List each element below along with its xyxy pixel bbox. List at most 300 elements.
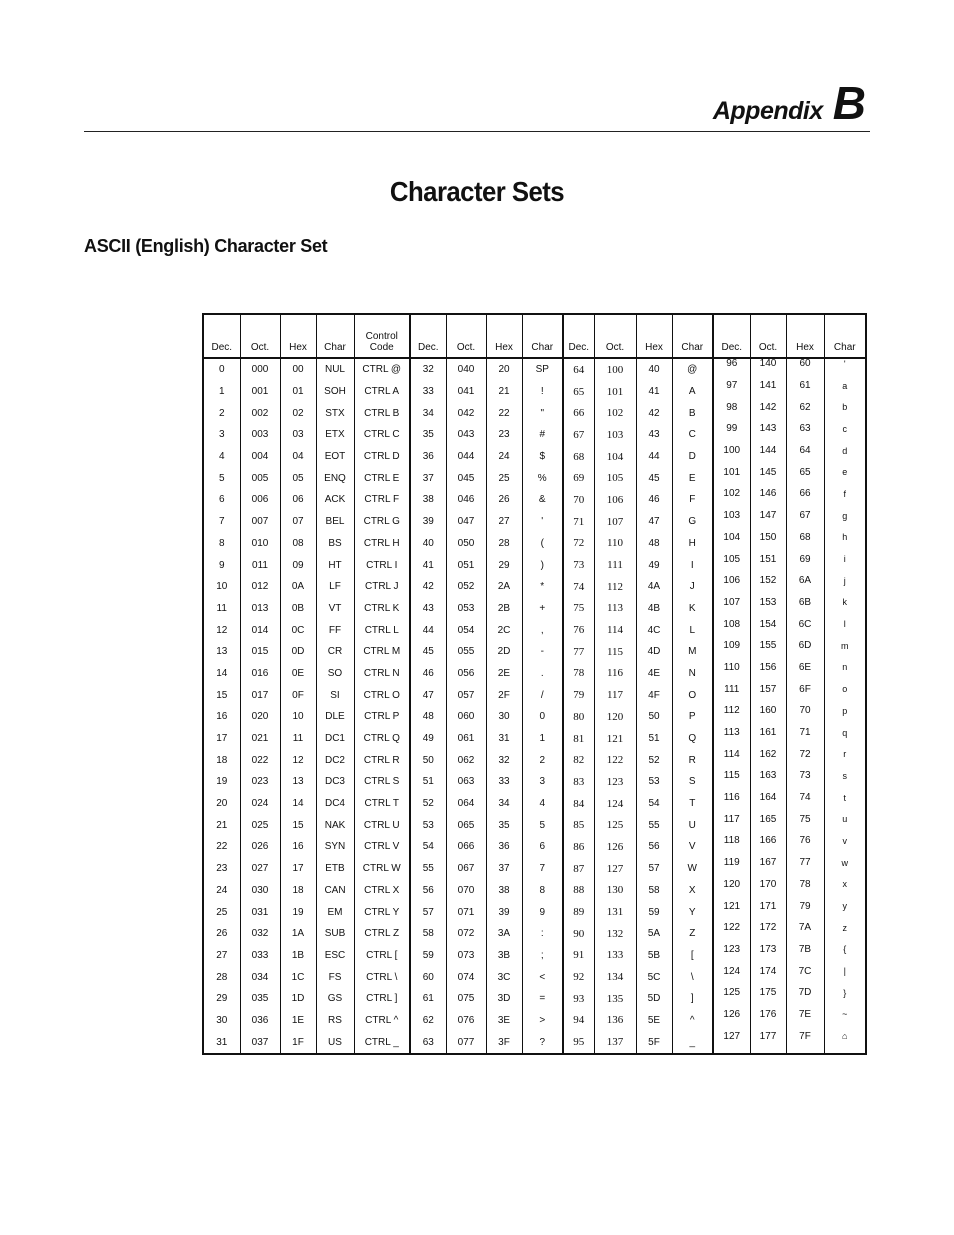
cell-oct: 177 xyxy=(750,1025,786,1048)
cell-oct: 012 xyxy=(240,576,280,598)
cell-oct: 074 xyxy=(446,966,486,988)
cell-oct: 126 xyxy=(594,836,636,858)
cell-hex: 07 xyxy=(280,511,316,533)
cell-control-code: CTRL K xyxy=(354,598,410,620)
header-char: Char xyxy=(522,314,563,358)
cell-oct: 136 xyxy=(594,1010,636,1032)
cell-char: t xyxy=(824,787,866,809)
cell-hex: 40 xyxy=(636,358,672,381)
cell-control-code: CTRL W xyxy=(354,858,410,880)
cell-dec: 5 xyxy=(218,472,225,484)
cell-oct: 111 xyxy=(594,554,636,576)
cell-char: BEL xyxy=(316,511,354,533)
cell-oct: 045 xyxy=(446,467,486,489)
cell-char: I xyxy=(672,554,713,576)
cell-char: CR xyxy=(316,641,354,663)
cell-char: O xyxy=(672,684,713,706)
cell-oct: 037 xyxy=(240,1031,280,1054)
cell-dec: 66 xyxy=(563,402,594,424)
cell-hex: 50 xyxy=(636,706,672,728)
cell-char: ESC xyxy=(316,945,354,967)
cell-char: ( xyxy=(522,533,563,555)
cell-char: ! xyxy=(522,381,563,403)
cell-char: g xyxy=(824,505,866,527)
cell-dec: 94 xyxy=(563,1010,594,1032)
cell-dec: 95 xyxy=(563,1031,594,1054)
cell-dec: 22 xyxy=(216,841,228,853)
header-dec: Dec. xyxy=(203,314,240,358)
header-hex: Hex xyxy=(636,314,672,358)
cell-dec: 4 xyxy=(218,451,225,463)
cell-dec: 87 xyxy=(563,858,594,880)
cell-dec: 53 xyxy=(410,814,446,836)
cell-oct: 112 xyxy=(594,576,636,598)
cell-hex: 7E xyxy=(786,1004,824,1026)
cell-hex: 10 xyxy=(280,706,316,728)
cell-char: l xyxy=(824,613,866,635)
cell-hex: 15 xyxy=(280,814,316,836)
cell-hex: 37 xyxy=(486,858,522,880)
cell-hex: 12 xyxy=(280,749,316,771)
cell-dec: 29 xyxy=(216,993,228,1005)
cell-hex: 71 xyxy=(786,722,824,744)
cell-control-code: CTRL S xyxy=(354,771,410,793)
cell-oct: 144 xyxy=(750,440,786,462)
cell-hex: 1E xyxy=(280,1010,316,1032)
cell-dec: 117 xyxy=(713,808,750,830)
cell-dec: 60 xyxy=(410,966,446,988)
cell-oct: 070 xyxy=(446,880,486,902)
cell-dec: 103 xyxy=(713,505,750,527)
cell-dec: 47 xyxy=(410,684,446,706)
cell-hex: 5A xyxy=(636,923,672,945)
cell-dec: 100 xyxy=(713,440,750,462)
cell-oct: 057 xyxy=(446,684,486,706)
cell-hex: 55 xyxy=(636,814,672,836)
cell-dec: 105 xyxy=(713,548,750,570)
cell-oct: 032 xyxy=(240,923,280,945)
cell-char: SOH xyxy=(316,381,354,403)
cell-control-code: CTRL Y xyxy=(354,901,410,923)
cell-oct: 157 xyxy=(750,678,786,700)
cell-hex: 3E xyxy=(486,1010,522,1032)
cell-oct: 061 xyxy=(446,728,486,750)
cell-dec: 27 xyxy=(216,949,228,961)
cell-char: DLE xyxy=(316,706,354,728)
cell-oct: 050 xyxy=(446,533,486,555)
cell-char: CAN xyxy=(316,880,354,902)
cell-char: DC1 xyxy=(316,728,354,750)
cell-dec: 78 xyxy=(563,663,594,685)
cell-char: ? xyxy=(522,1031,563,1054)
cell-hex: 03 xyxy=(280,424,316,446)
cell-oct: 046 xyxy=(446,489,486,511)
cell-dec: 48 xyxy=(410,706,446,728)
cell-hex: 63 xyxy=(786,418,824,440)
cell-oct: 140 xyxy=(750,352,786,375)
cell-char: / xyxy=(522,684,563,706)
cell-oct: 056 xyxy=(446,663,486,685)
cell-oct: 131 xyxy=(594,901,636,923)
cell-char: F xyxy=(672,489,713,511)
cell-dec: 6 xyxy=(218,494,225,506)
header-dec: Dec. xyxy=(563,314,594,358)
header-hex: Hex xyxy=(486,314,522,358)
cell-control-code: CTRL ^ xyxy=(354,1010,410,1032)
cell-oct: 152 xyxy=(750,570,786,592)
cell-oct: 054 xyxy=(446,619,486,641)
cell-hex: 69 xyxy=(786,548,824,570)
cell-oct: 062 xyxy=(446,749,486,771)
cell-oct: 065 xyxy=(446,814,486,836)
cell-hex: 62 xyxy=(786,396,824,418)
cell-char: C xyxy=(672,424,713,446)
cell-char: STX xyxy=(316,402,354,424)
header-char: Char xyxy=(824,314,866,358)
cell-oct: 033 xyxy=(240,945,280,967)
cell-dec: 82 xyxy=(563,749,594,771)
cell-char: SI xyxy=(316,684,354,706)
cell-oct: 063 xyxy=(446,771,486,793)
cell-oct: 022 xyxy=(240,749,280,771)
cell-oct: 113 xyxy=(594,598,636,620)
cell-dec: 73 xyxy=(563,554,594,576)
cell-char: [ xyxy=(672,945,713,967)
cell-char: & xyxy=(522,489,563,511)
cell-oct: 044 xyxy=(446,446,486,468)
cell-dec: 79 xyxy=(563,684,594,706)
cell-dec: 61 xyxy=(410,988,446,1010)
cell-hex: 44 xyxy=(636,446,672,468)
cell-char: + xyxy=(522,598,563,620)
cell-oct: 151 xyxy=(750,548,786,570)
cell-oct: 154 xyxy=(750,613,786,635)
cell-char: Z xyxy=(672,923,713,945)
cell-char: HT xyxy=(316,554,354,576)
cell-dec: 116 xyxy=(713,787,750,809)
cell-char: v xyxy=(824,830,866,852)
cell-control-code: CTRL F xyxy=(354,489,410,511)
cell-dec: 77 xyxy=(563,641,594,663)
header-dec: Dec. xyxy=(713,314,750,358)
cell-hex: 4B xyxy=(636,598,672,620)
cell-hex: 6E xyxy=(786,657,824,679)
cell-oct: 117 xyxy=(594,684,636,706)
cell-oct: 034 xyxy=(240,966,280,988)
cell-control-code: CTRL Q xyxy=(354,728,410,750)
cell-hex: 47 xyxy=(636,511,672,533)
header-char: Char xyxy=(316,314,354,358)
cell-dec: 50 xyxy=(410,749,446,771)
cell-oct: 002 xyxy=(240,402,280,424)
cell-char: % xyxy=(522,467,563,489)
cell-hex: 18 xyxy=(280,880,316,902)
cell-oct: 175 xyxy=(750,982,786,1004)
cell-char: DC3 xyxy=(316,771,354,793)
cell-oct: 150 xyxy=(750,527,786,549)
cell-hex: 43 xyxy=(636,424,672,446)
cell-char: @ xyxy=(672,358,713,381)
cell-hex: 26 xyxy=(486,489,522,511)
cell-char: W xyxy=(672,858,713,880)
page-title: Character Sets xyxy=(389,176,565,207)
header-dec: Dec. xyxy=(410,314,446,358)
cell-hex: 08 xyxy=(280,533,316,555)
cell-hex: 29 xyxy=(486,554,522,576)
cell-dec: 20 xyxy=(216,798,228,810)
cell-dec: 127 xyxy=(713,1025,750,1048)
cell-oct: 014 xyxy=(240,619,280,641)
cell-char: D xyxy=(672,446,713,468)
cell-hex: 60 xyxy=(786,352,824,375)
cell-hex: 1B xyxy=(280,945,316,967)
cell-hex: 6F xyxy=(786,678,824,700)
cell-char: k xyxy=(824,592,866,614)
cell-hex: 49 xyxy=(636,554,672,576)
cell-oct: 027 xyxy=(240,858,280,880)
cell-char: q xyxy=(824,722,866,744)
cell-hex: 05 xyxy=(280,467,316,489)
cell-char: ⌂ xyxy=(824,1025,866,1048)
cell-oct: 023 xyxy=(240,771,280,793)
cell-dec: 113 xyxy=(713,722,750,744)
cell-char: - xyxy=(522,641,563,663)
cell-hex: 27 xyxy=(486,511,522,533)
cell-dec: 46 xyxy=(410,663,446,685)
cell-char: _ xyxy=(672,1031,713,1054)
cell-oct: 075 xyxy=(446,988,486,1010)
cell-hex: 33 xyxy=(486,771,522,793)
cell-hex: 28 xyxy=(486,533,522,555)
cell-char: 0 xyxy=(522,706,563,728)
cell-oct: 006 xyxy=(240,489,280,511)
cell-hex: 35 xyxy=(486,814,522,836)
cell-dec: 35 xyxy=(410,424,446,446)
cell-char: d xyxy=(824,440,866,462)
cell-oct: 035 xyxy=(240,988,280,1010)
cell-hex: 7F xyxy=(786,1025,824,1048)
cell-control-code: CTRL Z xyxy=(354,923,410,945)
cell-char: n xyxy=(824,657,866,679)
cell-control-code: CTRL L xyxy=(354,619,410,641)
header-oct: Oct. xyxy=(446,314,486,358)
cell-dec: 26 xyxy=(216,928,228,940)
cell-char: o xyxy=(824,678,866,700)
appendix-heading xyxy=(713,76,866,130)
cell-dec: 33 xyxy=(410,381,446,403)
cell-hex: 1D xyxy=(280,988,316,1010)
cell-char: 5 xyxy=(522,814,563,836)
cell-oct: 076 xyxy=(446,1010,486,1032)
cell-hex: 7C xyxy=(786,960,824,982)
cell-control-code: CTRL G xyxy=(354,511,410,533)
cell-char: T xyxy=(672,793,713,815)
cell-oct: 147 xyxy=(750,505,786,527)
cell-hex: 0F xyxy=(280,684,316,706)
appendix-letter: B xyxy=(832,77,866,129)
cell-hex: 2A xyxy=(486,576,522,598)
cell-dec: 84 xyxy=(563,793,594,815)
cell-hex: 23 xyxy=(486,424,522,446)
cell-dec: 101 xyxy=(713,461,750,483)
cell-char: M xyxy=(672,641,713,663)
cell-dec: 85 xyxy=(563,814,594,836)
cell-dec: 23 xyxy=(216,863,228,875)
cell-hex: 09 xyxy=(280,554,316,576)
cell-control-code: CTRL N xyxy=(354,663,410,685)
cell-dec: 99 xyxy=(713,418,750,440)
cell-dec: 104 xyxy=(713,527,750,549)
cell-hex: 2F xyxy=(486,684,522,706)
cell-oct: 114 xyxy=(594,619,636,641)
cell-oct: 137 xyxy=(594,1031,636,1054)
cell-hex: 0C xyxy=(280,619,316,641)
cell-char: ' xyxy=(522,511,563,533)
cell-oct: 051 xyxy=(446,554,486,576)
cell-hex: 1C xyxy=(280,966,316,988)
cell-hex: 67 xyxy=(786,505,824,527)
cell-hex: 11 xyxy=(280,728,316,750)
cell-oct: 100 xyxy=(594,358,636,381)
cell-char: r xyxy=(824,743,866,765)
cell-hex: 02 xyxy=(280,402,316,424)
cell-hex: 01 xyxy=(280,381,316,403)
cell-dec: 25 xyxy=(216,906,228,918)
cell-dec: 37 xyxy=(410,467,446,489)
cell-oct: 164 xyxy=(750,787,786,809)
cell-char: ~ xyxy=(824,1004,866,1026)
cell-char: > xyxy=(522,1010,563,1032)
cell-dec: 18 xyxy=(216,754,228,766)
cell-dec: 108 xyxy=(713,613,750,635)
cell-dec: 64 xyxy=(563,358,594,381)
cell-hex: 6C xyxy=(786,613,824,635)
cell-oct: 121 xyxy=(594,728,636,750)
cell-hex: 6A xyxy=(786,570,824,592)
cell-dec: 111 xyxy=(713,678,750,700)
cell-dec: 67 xyxy=(563,424,594,446)
cell-hex: 31 xyxy=(486,728,522,750)
cell-dec: 80 xyxy=(563,706,594,728)
cell-control-code: CTRL E xyxy=(354,467,410,489)
cell-oct: 127 xyxy=(594,858,636,880)
cell-char: B xyxy=(672,402,713,424)
cell-hex: 64 xyxy=(786,440,824,462)
cell-oct: 052 xyxy=(446,576,486,598)
cell-oct: 060 xyxy=(446,706,486,728)
cell-char: a xyxy=(824,375,866,397)
cell-control-code: CTRL _ xyxy=(354,1031,410,1054)
cell-oct: 170 xyxy=(750,874,786,896)
cell-hex: 34 xyxy=(486,793,522,815)
cell-oct: 007 xyxy=(240,511,280,533)
cell-hex: 17 xyxy=(280,858,316,880)
cell-char: ENQ xyxy=(316,467,354,489)
cell-dec: 32 xyxy=(410,358,446,381)
cell-oct: 142 xyxy=(750,396,786,418)
cell-char: \ xyxy=(672,966,713,988)
cell-dec: 17 xyxy=(216,733,228,745)
cell-hex: 46 xyxy=(636,489,672,511)
cell-hex: 4C xyxy=(636,619,672,641)
cell-hex: 16 xyxy=(280,836,316,858)
cell-oct: 024 xyxy=(240,793,280,815)
cell-dec: 38 xyxy=(410,489,446,511)
cell-char: E xyxy=(672,467,713,489)
cell-hex: 57 xyxy=(636,858,672,880)
cell-char: ] xyxy=(672,988,713,1010)
cell-oct: 167 xyxy=(750,852,786,874)
cell-oct: 101 xyxy=(594,381,636,403)
cell-dec: 3 xyxy=(218,429,225,441)
cell-hex: 68 xyxy=(786,527,824,549)
cell-hex: 2D xyxy=(486,641,522,663)
cell-oct: 017 xyxy=(240,684,280,706)
cell-char: , xyxy=(522,619,563,641)
cell-char: A xyxy=(672,381,713,403)
cell-char: NAK xyxy=(316,814,354,836)
cell-hex: 79 xyxy=(786,895,824,917)
cell-char: ETX xyxy=(316,424,354,446)
ascii-table xyxy=(202,313,867,1055)
cell-oct: 077 xyxy=(446,1031,486,1054)
cell-dec: 74 xyxy=(563,576,594,598)
cell-oct: 155 xyxy=(750,635,786,657)
cell-oct: 016 xyxy=(240,663,280,685)
cell-hex: 75 xyxy=(786,808,824,830)
header-char: Char xyxy=(672,314,713,358)
cell-dec: 41 xyxy=(410,554,446,576)
cell-oct: 072 xyxy=(446,923,486,945)
cell-char: SO xyxy=(316,663,354,685)
cell-char: DC2 xyxy=(316,749,354,771)
cell-dec: 123 xyxy=(713,939,750,961)
cell-oct: 115 xyxy=(594,641,636,663)
cell-hex: 58 xyxy=(636,880,672,902)
cell-dec: 43 xyxy=(410,598,446,620)
cell-oct: 107 xyxy=(594,511,636,533)
cell-hex: 20 xyxy=(486,358,522,381)
cell-hex: 5C xyxy=(636,966,672,988)
cell-char: e xyxy=(824,461,866,483)
cell-dec: 106 xyxy=(713,570,750,592)
cell-dec: 0 xyxy=(218,364,225,376)
cell-hex: 25 xyxy=(486,467,522,489)
cell-hex: 3A xyxy=(486,923,522,945)
cell-dec: 88 xyxy=(563,880,594,902)
cell-oct: 053 xyxy=(446,598,486,620)
cell-hex: 4A xyxy=(636,576,672,598)
cell-char: | xyxy=(824,960,866,982)
cell-char: BS xyxy=(316,533,354,555)
cell-control-code: CTRL U xyxy=(354,814,410,836)
cell-dec: 55 xyxy=(410,858,446,880)
cell-oct: 073 xyxy=(446,945,486,967)
cell-dec: 28 xyxy=(216,971,228,983)
cell-hex: 6B xyxy=(786,592,824,614)
cell-char: j xyxy=(824,570,866,592)
cell-oct: 173 xyxy=(750,939,786,961)
cell-hex: 61 xyxy=(786,375,824,397)
cell-char: b xyxy=(824,396,866,418)
cell-dec: 1 xyxy=(218,386,225,398)
cell-hex: 1F xyxy=(280,1031,316,1054)
cell-char: y xyxy=(824,895,866,917)
cell-dec: 125 xyxy=(713,982,750,1004)
cell-char: 7 xyxy=(522,858,563,880)
header-rule xyxy=(84,131,870,132)
cell-oct: 000 xyxy=(240,358,280,381)
